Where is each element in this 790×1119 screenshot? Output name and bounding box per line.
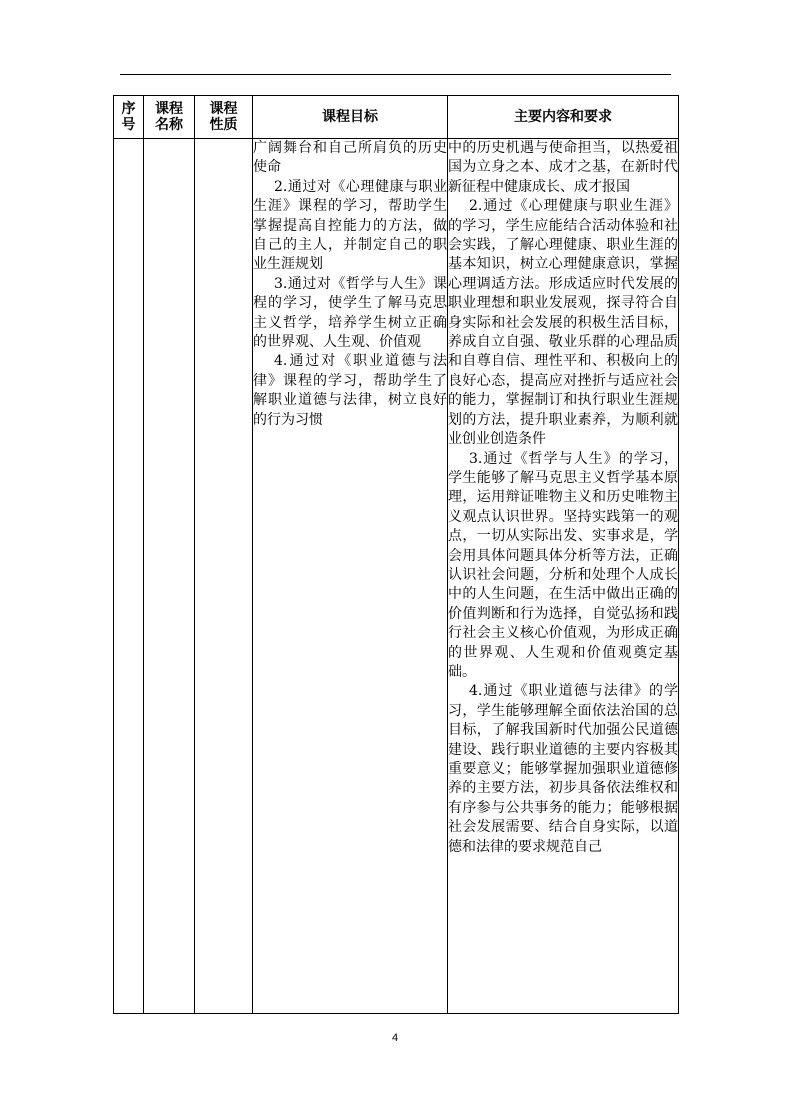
content-paragraph: 4.通过《职业道德与法律》的学习，学生能够理解全面依法治国的总目标，了解我国新时代加强公民道德建设、践行职业道德的主要内容极其重要意义；能够掌握加强职业道德修养的主要方法，初步具备依法维权和有序参与公共事务的能力；能够根据社会发展需要、结合自身实际，以道德和法律的要求规范自己 — [448, 683, 678, 855]
cell-course-name — [144, 139, 195, 1014]
content-paragraph: 中的历史机遇与使命担当，以热爱祖国为立身之本、成才之基，在新时代新征程中健康成长、成才报国 — [448, 140, 678, 195]
goal-paragraph: 2.通过对《心理健康与职业生涯》课程的学习，帮助学生掌握提高自控能力的方法，做自己的主人，并制定自己的职业生涯规划 — [253, 178, 447, 273]
header-content-requirements: 主要内容和要求 — [448, 96, 679, 139]
header-course-name: 课程名称 — [144, 96, 195, 139]
goal-paragraph: 3.通过对《哲学与人生》课程的学习，使学生了解马克思主义哲学，培养学生树立正确的世界观、人生观、价值观 — [253, 275, 447, 351]
course-table — [113, 95, 679, 1014]
header-seq: 序号 — [114, 96, 144, 139]
cell-content-requirements — [448, 139, 679, 1014]
table-header-row — [114, 96, 679, 139]
cell-seq — [114, 139, 144, 1014]
header-rule — [120, 74, 671, 75]
content-paragraph: 3.通过《哲学与人生》的学习，学生能够了解马克思主义哲学基本原理，运用辩证唯物主义和历史唯物主义观点认识世界。坚持实践第一的观点，一切从实际出发、实事求是，学会用具体问题具体分析等方法，正确认识社会问题，分析和处理个人成长中的人生问题，在生活中做出正确的价值判断和行为选择，自觉弘扬和践行社会主义核心价值观，为形成正确的世界观、人生观和价值观奠定基础。 — [448, 450, 678, 680]
header-course-goal: 课程目标 — [253, 96, 448, 139]
header-course-type: 课程性质 — [195, 96, 253, 139]
content-paragraph: 2.通过《心理健康与职业生涯》的学习，学生应能结合活动体验和社会实践，了解心理健康、职业生涯的基本知识，树立心理健康意识，掌握心理调适方法。形成适应时代发展的职业理想和职业发展观，探寻符合自身实际和社会发展的积极生活目标，养成自立自强、敬业乐群的心理品质和自尊自信、理性平和、积极向上的良好心态，提高应对挫折与适应社会的能力，掌握制订和执行职业生涯规划的方法，提升职业素养，为顺利就业创业创造条件 — [448, 198, 678, 448]
goal-paragraph: 4.通过对《职业道德与法律》课程的学习，帮助学生了解职业道德与法律，树立良好的行为习惯 — [253, 353, 447, 428]
page-number: 4 — [391, 1032, 399, 1044]
table-row — [114, 139, 679, 1014]
cell-course-goal — [253, 139, 448, 1014]
goal-paragraph: 广阔舞台和自己所肩负的历史使命 — [253, 140, 447, 176]
cell-course-type — [195, 139, 253, 1014]
